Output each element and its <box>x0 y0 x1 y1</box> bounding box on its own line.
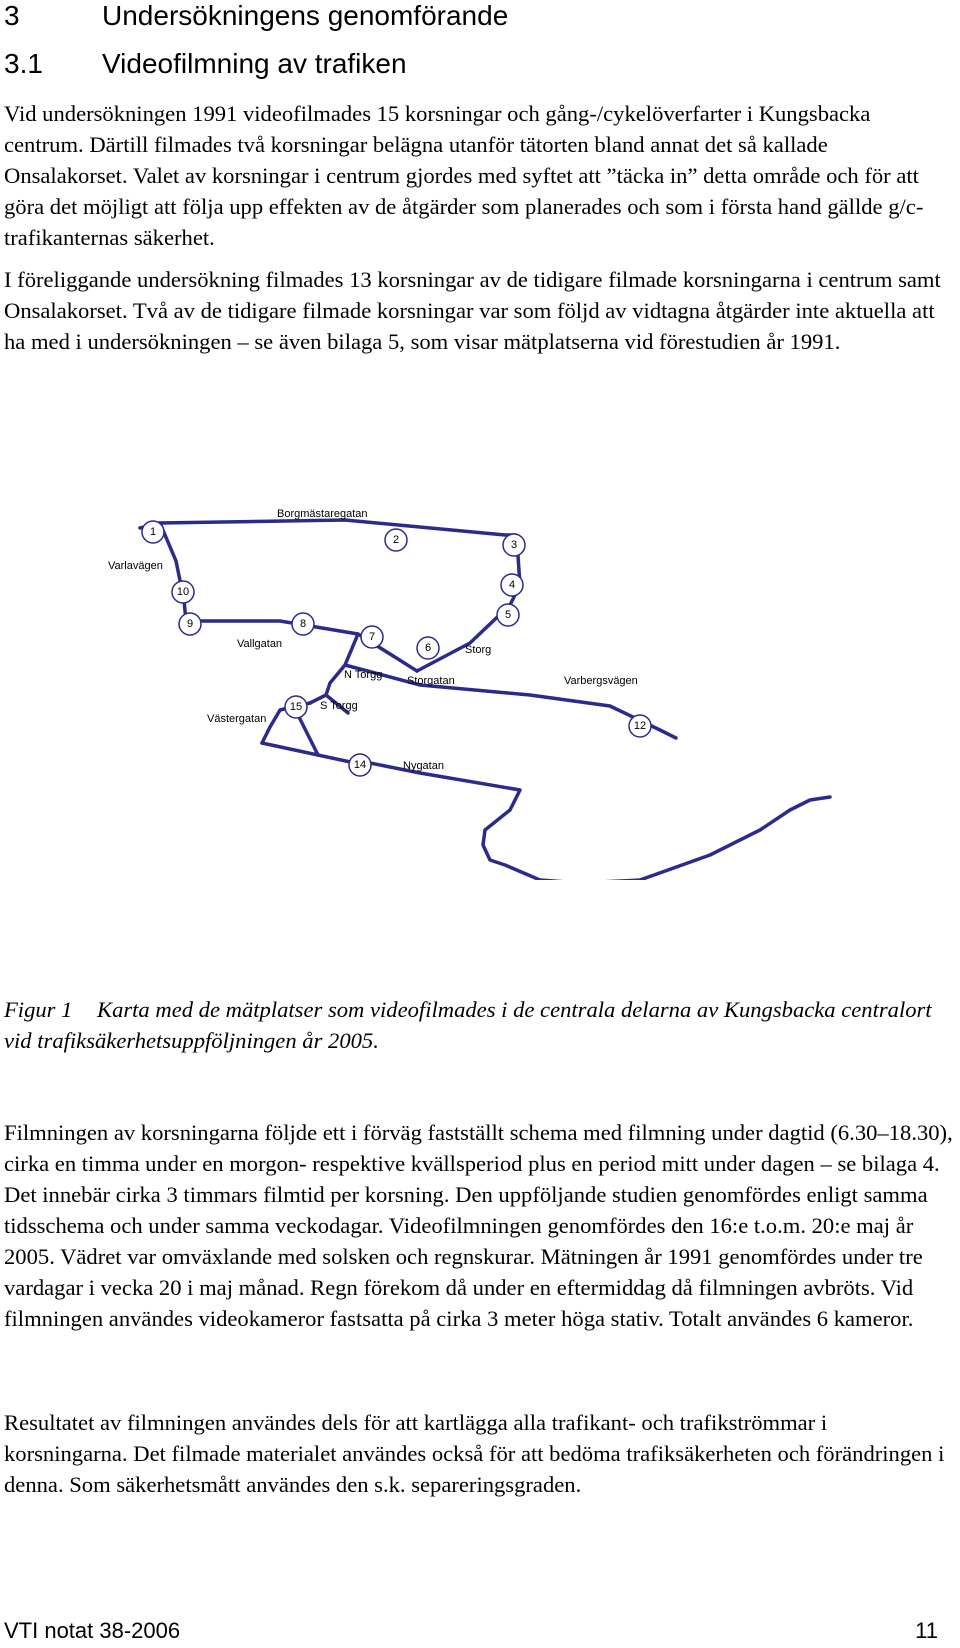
street-label-varbergsvagen: Varbergsvägen <box>564 675 638 687</box>
site-markers <box>142 521 651 776</box>
paragraph-4: Resultatet av filmningen användes dels för att kartlägga alla trafikant- och trafikströmmar i korsningarna. Det filmade materialet användes också för att bedöma trafiksäkerheten och förändringen i denna. Som säkerhetsmått användes den s.k. separeringsgraden. <box>4 1410 945 1497</box>
site-label-10: 10 <box>176 586 190 598</box>
street-label-storgatan: Storgatan <box>407 675 455 687</box>
street-label-storg: Storg <box>465 644 492 656</box>
subsection-title: Videofilmning av trafiken <box>102 48 407 79</box>
site-label-9: 9 <box>186 618 194 630</box>
site-label-15: 15 <box>289 701 303 713</box>
road-borgmastaregatan <box>159 520 515 535</box>
site-label-7: 7 <box>368 631 376 643</box>
section-title: Undersökningens genomförande <box>102 0 509 31</box>
paragraph-1: Vid undersökningen 1991 videofilmades 15 korsningar och gång-/cykelöverfarter i Kungsbacka centrum. Därtill filmades två korsningar belägna utanför tätorten bland annat det så kallade Onsalakorset. Valet av korsningar i centrum gjordes med syftet att ”täcka in” detta område och för att göra det möjligt att följa upp effekten av de åtgärder som planerades och som i första hand gällde g/c-trafikanternas säkerhet. <box>4 101 924 250</box>
road-network <box>140 520 830 880</box>
street-label-nygatan: Nygatan <box>403 760 444 772</box>
paragraph-3: Filmningen av korsningarna följde ett i förväg fastställt schema med filmning under dagtid (6.30–18.30), cirka en timma under en morgon- respektive kvällsperiod plus en period mitt under dagen – se bilaga 4. Det innebär cirka 3 timmars filmtid per korsning. Den uppföljande studien genomfördes enligt samma tidsschema och under samma veckodagar. Videofilmningen genomfördes den 16:e t.o.m. 20:e maj år 2005. Vädret var omväxlande med solsken och regnskurar. Mätningen år 1991 genomfördes under tre vardagar i vecka 20 i maj månad. Regn förekom då under en eftermiddag då filmningen avbröts. Vid filmningen användes videokameror fastsatta på cirka 3 meter höga stativ. Totalt användes 6 kameror. <box>4 1120 953 1331</box>
figure-label: Figur 1 <box>4 997 73 1022</box>
site-label-2: 2 <box>392 534 400 546</box>
section-heading <box>4 0 508 32</box>
site-label-1: 1 <box>149 526 157 538</box>
street-label-vastergatan: Västergatan <box>207 713 267 725</box>
subsection-number: 3.1 <box>4 48 43 79</box>
site-label-6: 6 <box>424 642 432 654</box>
subsection-heading <box>4 48 407 80</box>
figure-caption-text: Karta med de mätplatser som videofilmades i de centrala delarna av Kungsbacka centralort vid trafiksäkerhetsuppföljningen år 2005. <box>4 997 932 1053</box>
footer-publication: VTI notat 38-2006 <box>4 1618 181 1643</box>
site-label-14: 14 <box>353 759 367 771</box>
site-label-3: 3 <box>510 539 518 551</box>
paragraph-2: I föreliggande undersökning filmades 13 korsningar av de tidigare filmade korsningarna i centrum samt Onsalakorset. Två av de tidigare filmade korsningar var som följd av vidtagna åtgärder inte aktuella att ha med i undersökningen – se även bilaga 5, som visar mätplatserna vid förestudien år 1991. <box>4 267 941 354</box>
road-torg-link <box>326 634 358 695</box>
section-number: 3 <box>4 0 20 31</box>
road-nygatan <box>370 763 830 880</box>
figure-caption <box>4 994 944 1056</box>
site-label-8: 8 <box>299 618 307 630</box>
map-figure <box>0 490 960 880</box>
street-label-vallgatan: Vallgatan <box>237 638 283 650</box>
site-label-12: 12 <box>633 720 647 732</box>
street-label-varlavagen: Varlavägen <box>108 560 163 572</box>
street-label-borgmastaregatan: Borgmästaregatan <box>277 508 368 520</box>
footer-page-number: 11 <box>915 1618 938 1643</box>
site-label-5: 5 <box>504 609 512 621</box>
site-numbers <box>150 526 646 771</box>
street-label-s-torgg: S Torgg <box>320 700 358 712</box>
site-label-4: 4 <box>508 579 516 591</box>
street-label-n-torgg: N Torgg <box>344 669 383 681</box>
